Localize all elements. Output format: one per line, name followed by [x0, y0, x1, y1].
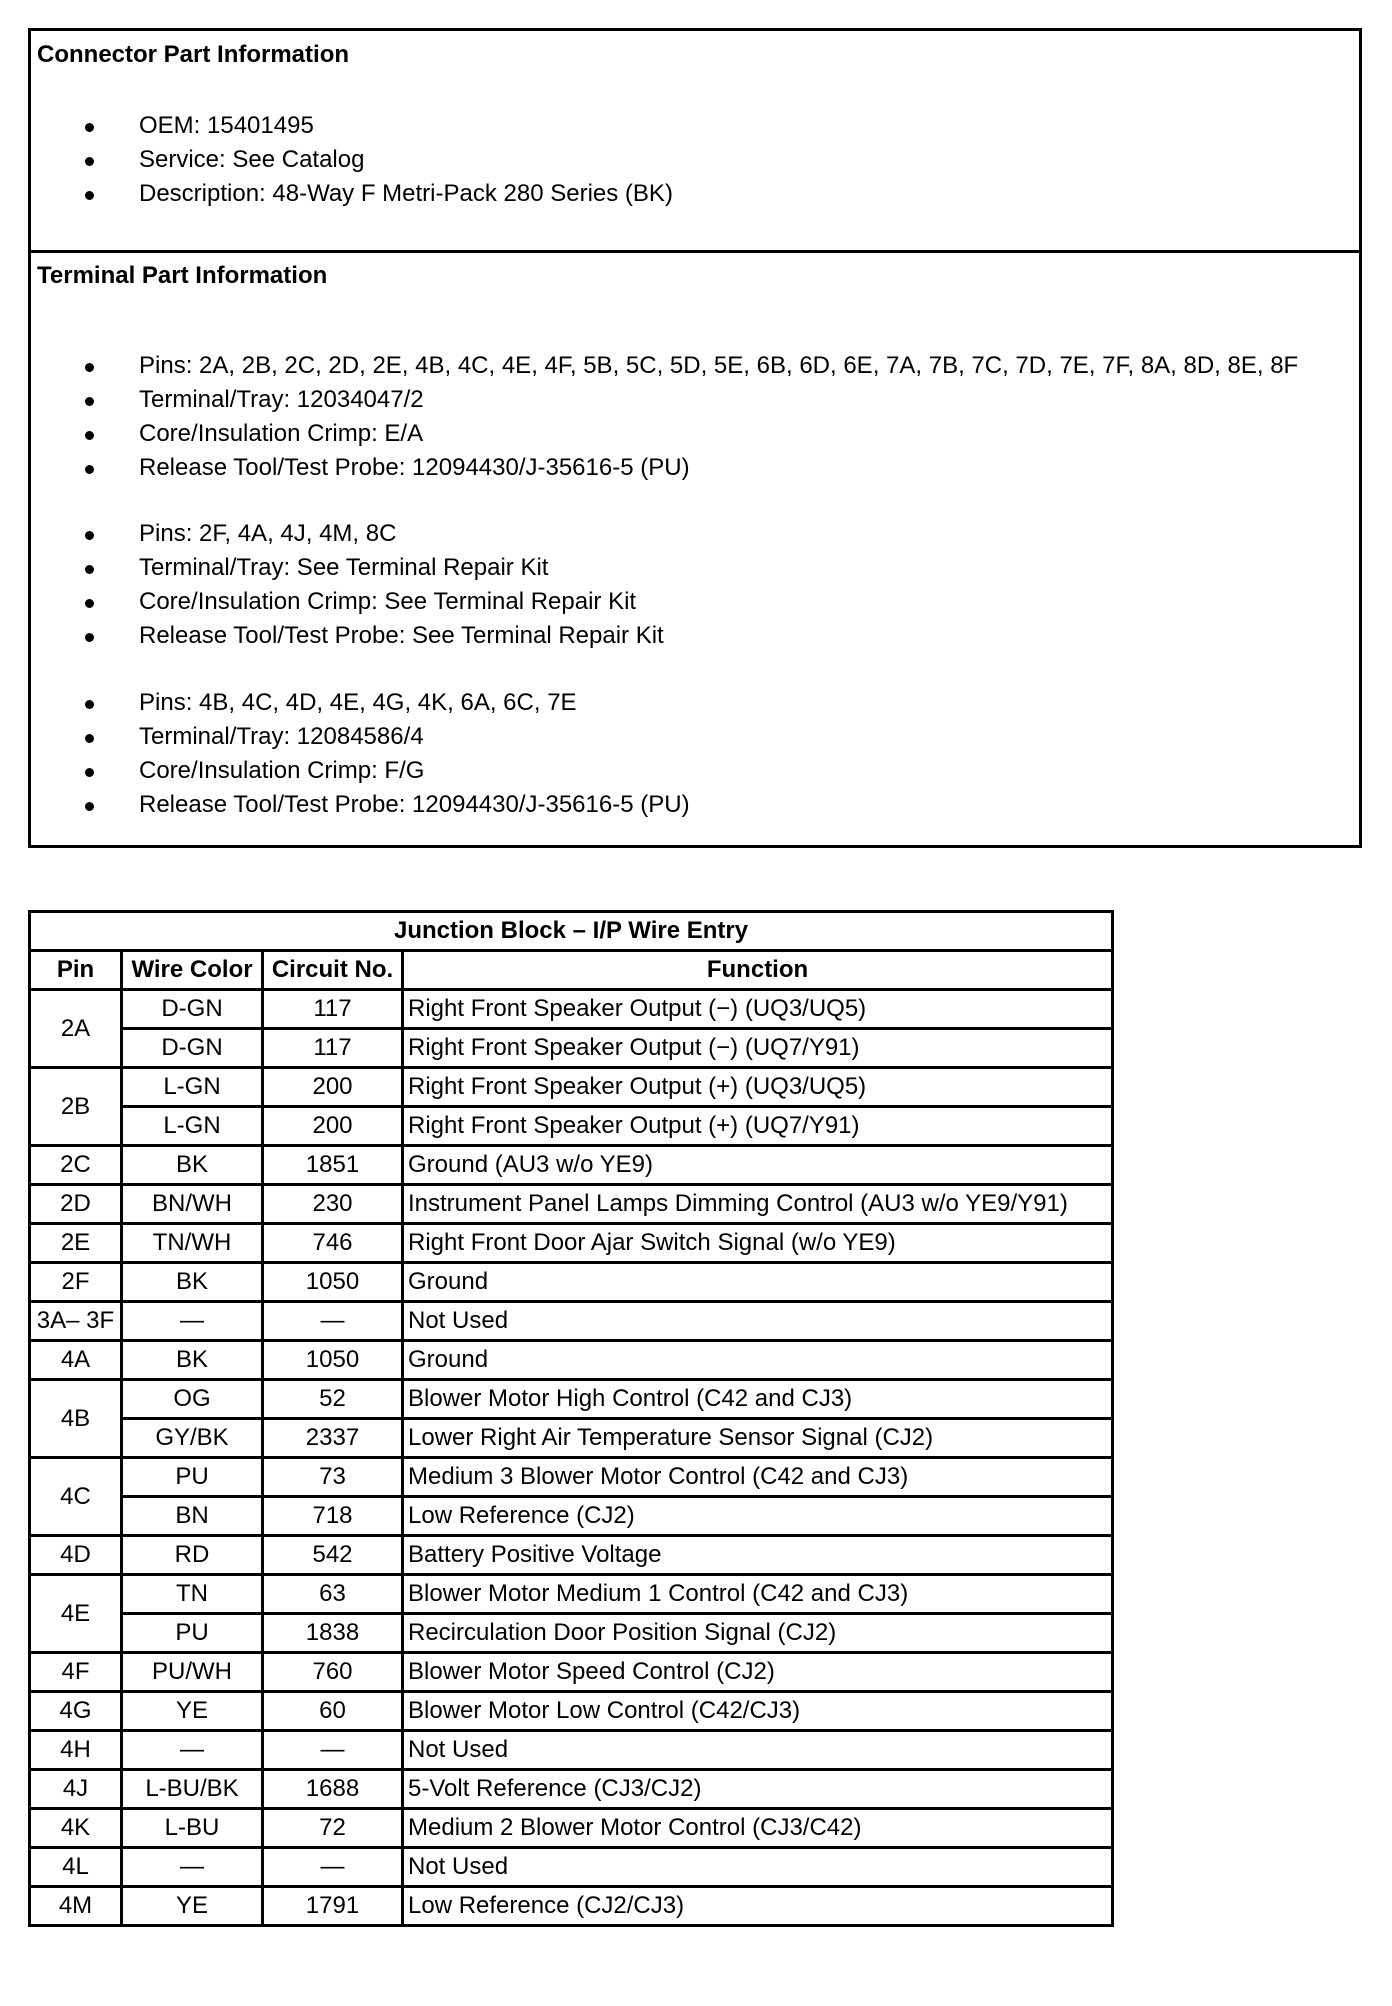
list-item-text: Release Tool/Test Probe: 12094430/J-35616-5 (PU) — [139, 454, 690, 481]
cell-circuit-no: 63 — [263, 1575, 403, 1614]
terminal-part-section — [31, 253, 1359, 845]
cell-circuit-no: 200 — [263, 1107, 403, 1146]
cell-wire-color: L-GN — [122, 1107, 263, 1146]
cell-circuit-no: 1050 — [263, 1341, 403, 1380]
cell-pin: 4E — [30, 1575, 122, 1653]
cell-circuit-no: 1791 — [263, 1887, 403, 1926]
list-item-text: Core/Insulation Crimp: F/G — [139, 757, 425, 784]
cell-pin: 4F — [30, 1653, 122, 1692]
cell-wire-color: D-GN — [122, 990, 263, 1029]
cell-wire-color: BK — [122, 1146, 263, 1185]
cell-wire-color: BK — [122, 1341, 263, 1380]
table-body — [30, 990, 1113, 1926]
cell-function: Blower Motor Speed Control (CJ2) — [403, 1653, 1113, 1692]
terminal-group-list — [31, 686, 690, 822]
header-function: Function — [403, 951, 1113, 990]
bullet-icon — [85, 802, 94, 811]
table-row — [30, 1419, 1113, 1458]
bullet-icon — [85, 363, 94, 372]
cell-wire-color: — — [122, 1302, 263, 1341]
header-wire-color: Wire Color — [122, 951, 263, 990]
table-row — [30, 1302, 1113, 1341]
list-item-text: Pins: 4B, 4C, 4D, 4E, 4G, 4K, 6A, 6C, 7E — [139, 689, 577, 716]
cell-function: Instrument Panel Lamps Dimming Control (AU3 w/o YE9/Y91) — [403, 1185, 1113, 1224]
cell-function: Low Reference (CJ2/CJ3) — [403, 1887, 1113, 1926]
cell-circuit-no: 760 — [263, 1653, 403, 1692]
list-item — [31, 383, 1298, 417]
part-information-box — [28, 28, 1362, 848]
bullet-icon — [85, 700, 94, 709]
list-item — [31, 109, 673, 143]
cell-pin: 4H — [30, 1731, 122, 1770]
cell-function: Blower Motor Low Control (C42/CJ3) — [403, 1692, 1113, 1731]
cell-circuit-no: 72 — [263, 1809, 403, 1848]
list-item-text: Service: See Catalog — [139, 146, 365, 173]
cell-circuit-no: 718 — [263, 1497, 403, 1536]
list-item — [31, 517, 664, 551]
cell-circuit-no: 60 — [263, 1692, 403, 1731]
list-item-text: Description: 48-Way F Metri-Pack 280 Series (BK) — [139, 180, 673, 207]
table-row — [30, 1146, 1113, 1185]
list-item — [31, 754, 690, 788]
table-row — [30, 1575, 1113, 1614]
table-row — [30, 1458, 1113, 1497]
list-item — [31, 551, 664, 585]
cell-circuit-no: 230 — [263, 1185, 403, 1224]
list-item — [31, 619, 664, 653]
cell-pin: 4D — [30, 1536, 122, 1575]
cell-wire-color: TN/WH — [122, 1224, 263, 1263]
list-item-text: Terminal/Tray: 12034047/2 — [139, 386, 424, 413]
table-row — [30, 1809, 1113, 1848]
list-item-text: Terminal/Tray: See Terminal Repair Kit — [139, 554, 549, 581]
cell-wire-color: D-GN — [122, 1029, 263, 1068]
cell-pin: 2B — [30, 1068, 122, 1146]
table-header-row — [30, 951, 1113, 990]
list-item — [31, 585, 664, 619]
cell-wire-color: PU/WH — [122, 1653, 263, 1692]
cell-wire-color: PU — [122, 1458, 263, 1497]
bullet-icon — [85, 191, 94, 200]
cell-wire-color: L-BU — [122, 1809, 263, 1848]
list-item — [31, 177, 673, 211]
cell-function: Not Used — [403, 1848, 1113, 1887]
bullet-icon — [85, 768, 94, 777]
cell-wire-color: BN/WH — [122, 1185, 263, 1224]
table-row — [30, 990, 1113, 1029]
bullet-icon — [85, 565, 94, 574]
cell-wire-color: — — [122, 1848, 263, 1887]
cell-function: 5-Volt Reference (CJ3/CJ2) — [403, 1770, 1113, 1809]
cell-function: Ground — [403, 1341, 1113, 1380]
cell-function: Blower Motor High Control (C42 and CJ3) — [403, 1380, 1113, 1419]
connector-section-title: Connector Part Information — [37, 41, 350, 68]
connector-part-section — [31, 31, 1359, 250]
cell-circuit-no: — — [263, 1731, 403, 1770]
cell-pin: 3A– 3F — [30, 1302, 122, 1341]
cell-circuit-no: 2337 — [263, 1419, 403, 1458]
cell-circuit-no: 1838 — [263, 1614, 403, 1653]
cell-circuit-no: 52 — [263, 1380, 403, 1419]
table-caption-row — [30, 912, 1113, 951]
cell-wire-color: BK — [122, 1263, 263, 1302]
cell-circuit-no: 117 — [263, 990, 403, 1029]
cell-pin: 4M — [30, 1887, 122, 1926]
table-row — [30, 1263, 1113, 1302]
bullet-icon — [85, 531, 94, 540]
cell-function: Ground — [403, 1263, 1113, 1302]
cell-circuit-no: 1851 — [263, 1146, 403, 1185]
table-row — [30, 1731, 1113, 1770]
cell-circuit-no: 542 — [263, 1536, 403, 1575]
list-item-text: Terminal/Tray: 12084586/4 — [139, 723, 424, 750]
list-item — [31, 143, 673, 177]
cell-function: Lower Right Air Temperature Sensor Signal (CJ2) — [403, 1419, 1113, 1458]
table-row — [30, 1653, 1113, 1692]
cell-function: Right Front Speaker Output (−) (UQ7/Y91) — [403, 1029, 1113, 1068]
cell-function: Medium 2 Blower Motor Control (CJ3/C42) — [403, 1809, 1113, 1848]
table-row — [30, 1848, 1113, 1887]
cell-wire-color: L-GN — [122, 1068, 263, 1107]
cell-circuit-no: 73 — [263, 1458, 403, 1497]
table-row — [30, 1380, 1113, 1419]
cell-wire-color: BN — [122, 1497, 263, 1536]
cell-pin: 2F — [30, 1263, 122, 1302]
table-row — [30, 1770, 1113, 1809]
cell-function: Blower Motor Medium 1 Control (C42 and CJ3) — [403, 1575, 1113, 1614]
list-item-text: OEM: 15401495 — [139, 112, 314, 139]
list-item — [31, 788, 690, 822]
bullet-icon — [85, 734, 94, 743]
bullet-icon — [85, 123, 94, 132]
cell-wire-color: — — [122, 1731, 263, 1770]
cell-wire-color: RD — [122, 1536, 263, 1575]
cell-pin: 2A — [30, 990, 122, 1068]
cell-pin: 2C — [30, 1146, 122, 1185]
cell-function: Right Front Door Ajar Switch Signal (w/o YE9) — [403, 1224, 1113, 1263]
cell-wire-color: L-BU/BK — [122, 1770, 263, 1809]
terminal-group-list — [31, 517, 664, 653]
cell-pin: 4J — [30, 1770, 122, 1809]
list-item-text: Core/Insulation Crimp: See Terminal Repair Kit — [139, 588, 637, 615]
list-item — [31, 451, 1298, 485]
cell-pin: 4L — [30, 1848, 122, 1887]
bullet-icon — [85, 157, 94, 166]
table-row — [30, 1068, 1113, 1107]
junction-block-table — [28, 910, 1114, 1927]
list-item-text: Release Tool/Test Probe: See Terminal Repair Kit — [139, 622, 664, 649]
list-item — [31, 349, 1298, 383]
cell-wire-color: GY/BK — [122, 1419, 263, 1458]
bullet-icon — [85, 633, 94, 642]
cell-function: Low Reference (CJ2) — [403, 1497, 1113, 1536]
cell-function: Medium 3 Blower Motor Control (C42 and CJ3) — [403, 1458, 1113, 1497]
cell-wire-color: YE — [122, 1692, 263, 1731]
bullet-icon — [85, 397, 94, 406]
cell-pin: 2E — [30, 1224, 122, 1263]
bullet-icon — [85, 465, 94, 474]
cell-function: Ground (AU3 w/o YE9) — [403, 1146, 1113, 1185]
connector-info-list — [31, 109, 673, 211]
cell-pin: 4A — [30, 1341, 122, 1380]
cell-function: Not Used — [403, 1731, 1113, 1770]
cell-function: Battery Positive Voltage — [403, 1536, 1113, 1575]
list-item-text: Pins: 2A, 2B, 2C, 2D, 2E, 4B, 4C, 4E, 4F, 5B, 5C, 5D, 5E, 6B, 6D, 6E, 7A, 7B, 7C, 7D, 7E, 7F, 8A, 8D, 8E, 8F — [139, 352, 1299, 379]
table-row — [30, 1224, 1113, 1263]
table-row — [30, 1497, 1113, 1536]
cell-function: Recirculation Door Position Signal (CJ2) — [403, 1614, 1113, 1653]
list-item — [31, 686, 690, 720]
list-item — [31, 417, 1298, 451]
cell-pin: 4K — [30, 1809, 122, 1848]
cell-circuit-no: — — [263, 1302, 403, 1341]
cell-circuit-no: — — [263, 1848, 403, 1887]
cell-function: Right Front Speaker Output (+) (UQ7/Y91) — [403, 1107, 1113, 1146]
cell-circuit-no: 1050 — [263, 1263, 403, 1302]
header-circuit-no: Circuit No. — [263, 951, 403, 990]
header-pin: Pin — [30, 951, 122, 990]
cell-function: Right Front Speaker Output (+) (UQ3/UQ5) — [403, 1068, 1113, 1107]
table-row — [30, 1614, 1113, 1653]
cell-wire-color: OG — [122, 1380, 263, 1419]
cell-function: Not Used — [403, 1302, 1113, 1341]
bullet-icon — [85, 599, 94, 608]
cell-circuit-no: 200 — [263, 1068, 403, 1107]
cell-circuit-no: 746 — [263, 1224, 403, 1263]
table-row — [30, 1692, 1113, 1731]
table-row — [30, 1029, 1113, 1068]
table-row — [30, 1341, 1113, 1380]
table-row — [30, 1185, 1113, 1224]
terminal-section-title: Terminal Part Information — [37, 262, 328, 289]
terminal-group-list — [31, 349, 1298, 485]
cell-wire-color: TN — [122, 1575, 263, 1614]
cell-function: Right Front Speaker Output (−) (UQ3/UQ5) — [403, 990, 1113, 1029]
cell-pin: 4B — [30, 1380, 122, 1458]
cell-wire-color: PU — [122, 1614, 263, 1653]
list-item-text: Pins: 2F, 4A, 4J, 4M, 8C — [139, 520, 397, 547]
cell-circuit-no: 117 — [263, 1029, 403, 1068]
cell-pin: 2D — [30, 1185, 122, 1224]
cell-circuit-no: 1688 — [263, 1770, 403, 1809]
list-item — [31, 720, 690, 754]
cell-pin: 4G — [30, 1692, 122, 1731]
bullet-icon — [85, 431, 94, 440]
table-caption: Junction Block – I/P Wire Entry — [30, 912, 1113, 951]
table-row — [30, 1887, 1113, 1926]
table-row — [30, 1536, 1113, 1575]
table-row — [30, 1107, 1113, 1146]
list-item-text: Release Tool/Test Probe: 12094430/J-35616-5 (PU) — [139, 791, 690, 818]
list-item-text: Core/Insulation Crimp: E/A — [139, 420, 424, 447]
cell-wire-color: YE — [122, 1887, 263, 1926]
cell-pin: 4C — [30, 1458, 122, 1536]
